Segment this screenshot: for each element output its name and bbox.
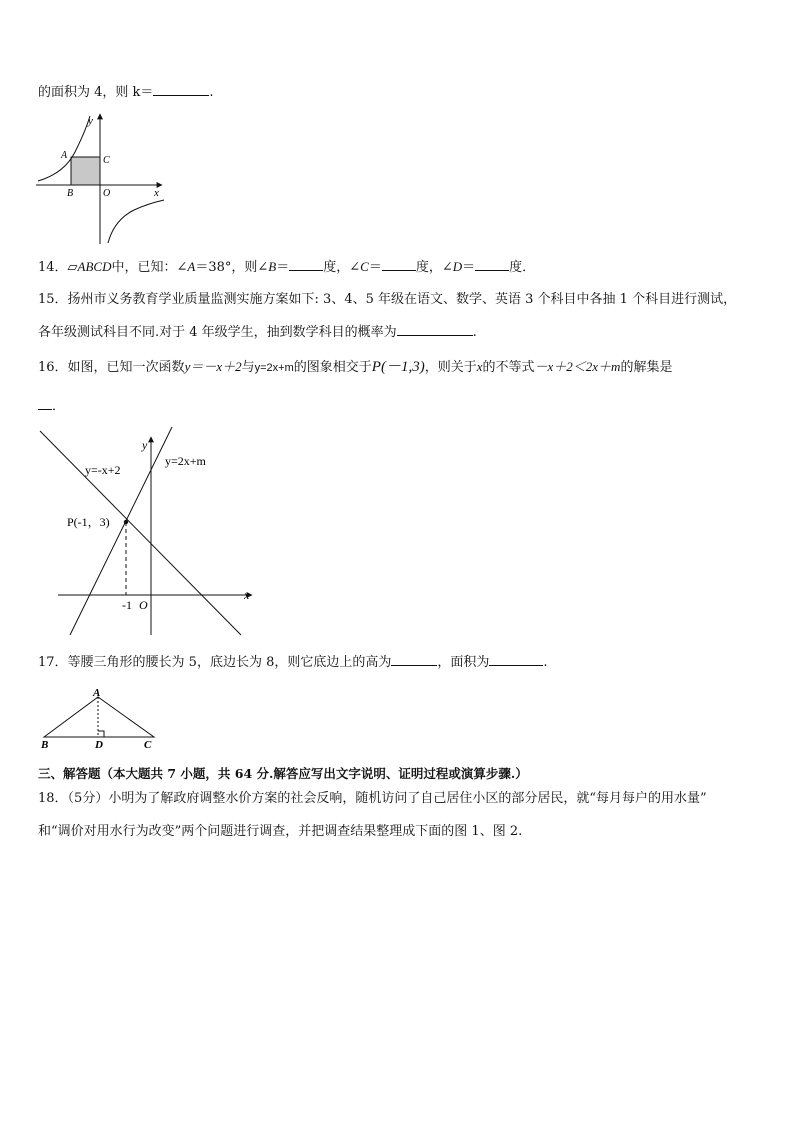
q17-label-d: D [95, 739, 103, 751]
q15-line2: 各年级测试科目不同.对于 4 年级学生，抽到数学科目的概率为 [38, 325, 397, 340]
q14-text4: ＝ [368, 260, 382, 275]
q17-text2: ，面积为 [437, 655, 490, 670]
q14-blank-d[interactable] [475, 258, 509, 271]
q14-text1: 中，已知：∠ [111, 260, 188, 275]
q16-label-p: P(-1，3) [67, 515, 110, 529]
q14-angle-c: C [360, 259, 369, 274]
q16-text4: ，则关于 [424, 360, 477, 375]
q18-line1: 18．（5分）小明为了解政府调整水价方案的社会反响，随机访问了自己居住小区的部分居民，就“每月每户的用水量” [38, 791, 707, 806]
q13-label-c: C [103, 155, 110, 166]
section3-heading [38, 765, 528, 783]
q16-text6: 的解集是 [620, 360, 673, 375]
q14-unit2: 度，∠ [415, 260, 453, 275]
q14-unit1: 度，∠ [323, 260, 361, 275]
q13-tail-line [38, 83, 214, 102]
q16-text1: 如图，已知一次函数 [67, 360, 185, 375]
q16-label-line2: y=2x+m [165, 454, 206, 468]
q13-label-a: A [61, 150, 68, 161]
q15-answer-blank[interactable] [397, 323, 473, 336]
q14-text5: ＝ [462, 260, 476, 275]
q16-label-o: O [139, 598, 148, 612]
q16-func2: y=2x+m [254, 362, 294, 374]
q13-shaded-rectangle [71, 157, 100, 185]
q16-figure [38, 425, 260, 637]
q17-text1: 17．等腰三角形的腰长为 5，底边长为 8，则它底边上的高为 [38, 655, 392, 670]
q14-blank-c[interactable] [382, 258, 416, 271]
q13-label-b: B [67, 188, 74, 199]
q16-number: 16． [38, 360, 68, 375]
q14-number: 14． [38, 260, 68, 275]
q17-right-angle-mark [98, 731, 104, 737]
section3-note: （本大题共 7 小题，共 64 分.解答应写出文字说明、证明过程或演算步骤.） [100, 766, 528, 781]
q13-hyperbola-branch-right [108, 200, 164, 243]
q16-inequality: －x＋2＜2x＋m [534, 359, 621, 374]
q16-answer-line [38, 397, 65, 416]
q16-point-p [124, 520, 128, 524]
q16-label-x: x [244, 588, 250, 602]
q17-figure [38, 685, 163, 751]
q17-blank-height[interactable] [391, 653, 437, 666]
q16-var-x: x [476, 359, 483, 374]
q17-end-mark: . [543, 655, 548, 670]
q17-label-b: B [41, 739, 49, 751]
q13-label-o: O [103, 188, 111, 199]
q16-text3: 的图象相交于 [293, 360, 372, 375]
q16-label-y: y [142, 438, 148, 452]
q13-figure [30, 110, 170, 250]
q14-parallelogram-symbol: ▱ [67, 260, 78, 275]
q15-end-mark: . [472, 325, 477, 340]
q14-angle-a: A [187, 259, 196, 274]
q14-angle-d: D [452, 259, 463, 274]
q15-line2-wrap [38, 323, 477, 342]
q16-func1: y＝－x＋2 [184, 359, 242, 374]
q16-end-mark: ． [52, 399, 66, 414]
q17-label-a: A [93, 687, 101, 699]
q13-label-y: y [88, 115, 93, 127]
q13-end-mark: . [209, 85, 214, 100]
q17-label-c: C [144, 739, 152, 751]
q16-point: P(－1,3) [371, 359, 425, 375]
q14-angle-b: B [268, 259, 277, 274]
q16-answer-blank[interactable] [38, 397, 52, 410]
q17-blank-area[interactable] [489, 653, 543, 666]
q14-unit3: 度． [509, 260, 536, 275]
q17-line [38, 653, 548, 672]
q16-label-neg1: -1 [122, 598, 132, 612]
q14-text3: ＝ [276, 260, 290, 275]
q16-line-y-2x-plus-m [70, 427, 172, 635]
q14-shape-name: ABCD [77, 259, 112, 274]
q18-line2: 和“调价对用水行为改变”两个问题进行调查，并把调查结果整理成下面的图 1、图 2. [38, 824, 523, 839]
q15-line1: 15．扬州市义务教育学业质量监测实施方案如下: 3、4、5 年级在语文、数学、英语 3 个科目中各抽 1 个科目进行测试， [38, 292, 737, 307]
q14-blank-b[interactable] [289, 258, 323, 271]
q14-text2: ＝38°，则∠ [195, 260, 269, 275]
section3-title: 三、解答题 [38, 766, 101, 781]
q14-line [38, 258, 535, 277]
q16-label-line1: y=-x+2 [85, 463, 121, 477]
q16-text2: 与 [241, 360, 255, 375]
q13-label-x: x [154, 187, 159, 199]
q16-text5: 的不等式 [482, 360, 535, 375]
q13-tail-text: 的面积为 4，则 k＝ [38, 85, 154, 100]
q13-answer-blank[interactable] [153, 83, 209, 96]
q16-line [38, 358, 672, 377]
